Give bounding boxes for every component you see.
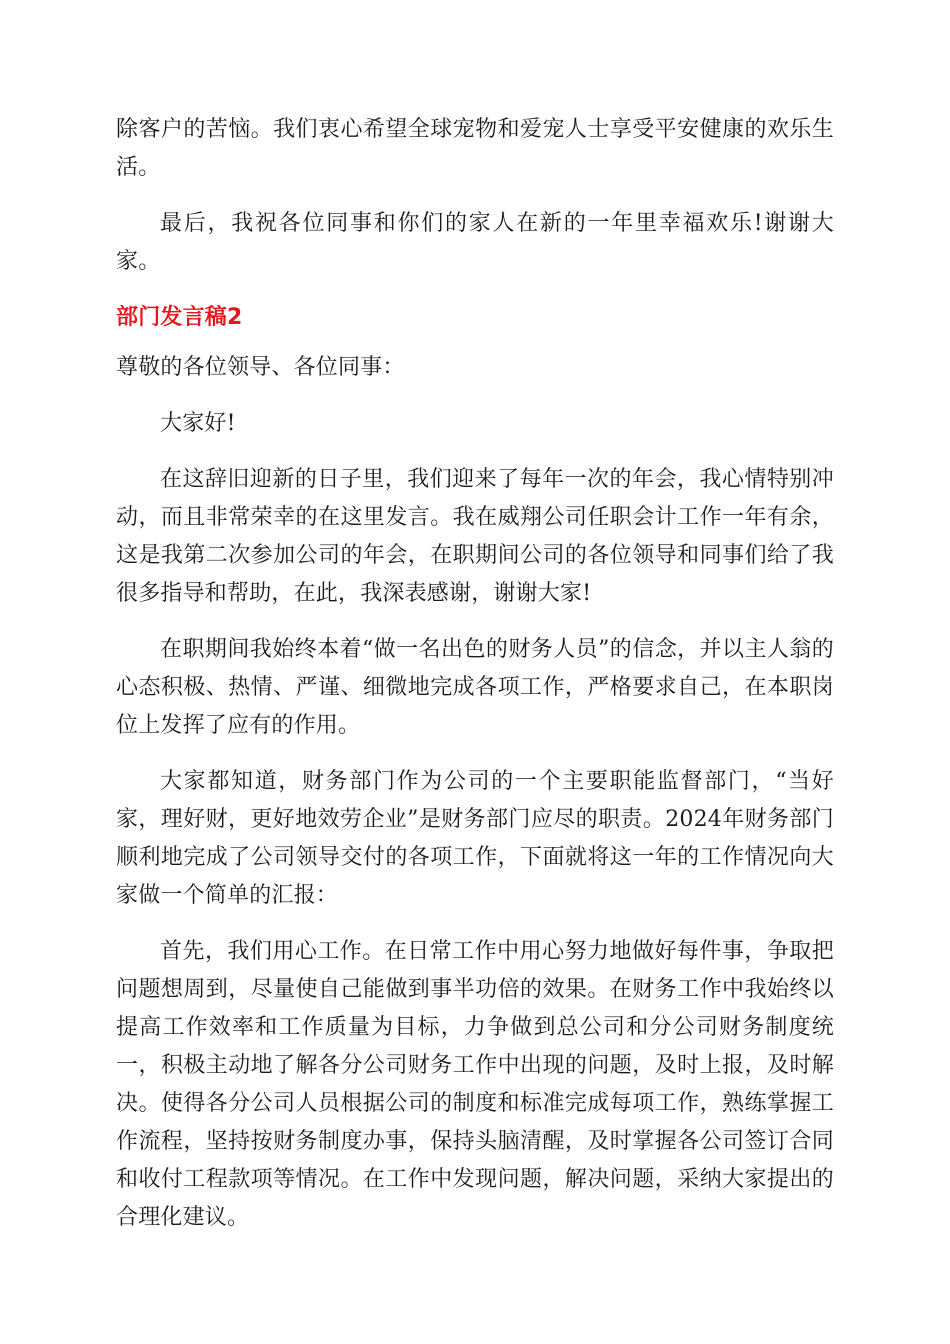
greeting: 大家好! — [160, 411, 236, 436]
paragraph-body-3: 大家都知道，财务部门作为公司的一个主要职能监督部门，“当好家，理好财，更好地效劳企业”是财务部门应尽的职责。2024年财务部门顺利地完成了公司领导交付的各项工作，下面就将这一年的工作情况向大家做一个简单的汇报： — [116, 769, 834, 908]
salutation: 尊敬的各位领导、各位同事： — [116, 355, 405, 380]
paragraph-continued: 除客户的苦恼。我们衷心希望全球宠物和爱宠人士享受平安健康的欢乐生活。 — [116, 117, 834, 180]
paragraph-body-2: 在职期间我始终本着“做一名出色的财务人员”的信念，并以主人翁的心态积极、热情、严谨、细微地完成各项工作，严格要求自己，在本职岗位上发挥了应有的作用。 — [116, 637, 834, 738]
paragraph-body-4: 首先，我们用心工作。在日常工作中用心努力地做好每件事，争取把问题想周到，尽量使自己能做到事半功倍的效果。在财务工作中我始终以提高工作效率和工作质量为目标，力争做到总公司和分公司财务制度统一，积极主动地了解各分公司财务工作中出现的问题，及时上报，及时解决。使得各分公司人员根据公司的制度和标准完成每项工作，熟练掌握工作流程，坚持按财务制度办事，保持头脑清醒，及时掌握各公司签订合同和收付工程款项等情况。在工作中发现问题，解决问题，采纳大家提出的合理化建议。 — [116, 939, 834, 1230]
section-title: 部门发言稿2 — [116, 305, 243, 330]
paragraph-body-1: 在这辞旧迎新的日子里，我们迎来了每年一次的年会，我心情特别冲动，而且非常荣幸的在这里发言。我在威翔公司任职会计工作一年有余，这是我第二次参加公司的年会，在职期间公司的各位领导和同事们给了我很多指导和帮助，在此，我深表感谢，谢谢大家! — [116, 467, 834, 606]
document-content — [116, 111, 834, 1255]
paragraph-closing-wishes: 最后，我祝各位同事和你们的家人在新的一年里幸福欢乐!谢谢大家。 — [116, 211, 834, 274]
